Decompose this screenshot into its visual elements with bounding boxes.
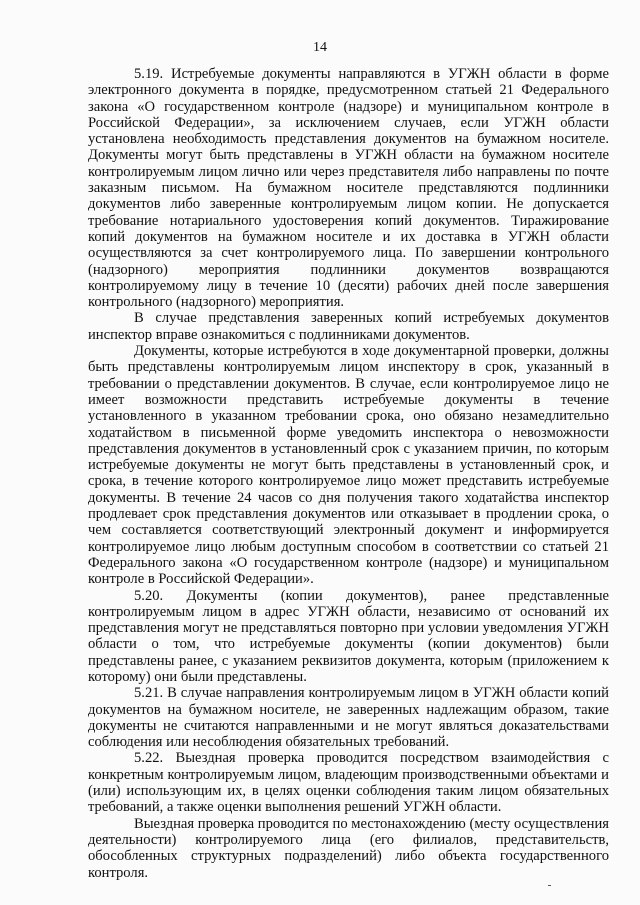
paragraph-5-20: 5.20. Документы (копии документов), ранее представленные контролируемым лицом в адрес УГЖН области, независимо от оснований их представления могут не представляться повторно при условии уведомления УГЖН области о том, что истребуемые документы (копии документов) были представлены ранее, с указанием реквизитов документа, которым (приложением к которому) они были представлены. — [88, 587, 609, 685]
paragraph-5-21: 5.21. В случае направления контролируемым лицом в УГЖН области копий документов на бумажном носителе, не заверенных надлежащим образом, такие документы не считаются направленными и не могут являться доказательствами соблюдения или несоблюдения обязательных требований. — [88, 685, 609, 751]
paragraph-5-19: 5.19. Истребуемые документы направляются в УГЖН области в форме электронного документа в порядке, предусмотренном статьей 21 Федерального закона «О государственном контроле (надзоре) и муниципальном контроле в Российской Федерации», за исключением случаев, если УГЖН области установлена необходимость представления документов на бумажном носителе. Документы могут быть представлены в УГЖН области на бумажном носителе контролируемым лицом лично или через представителя либо направлены по почте заказным письмом. На бумажном носителе представляются подлинники документов либо заверенные контролируемым лицом копии. Не допускается требование нотариального удостоверения копий документов. Тиражирование копий документов на бумажном носителе и их доставка в УГЖН области осуществляются за счет контролируемого лица. По завершении контрольного (надзорного) мероприятия подлинники документов возвращаются контролируемому лицу в течение 10 (десяти) рабочих дней после завершения контрольного (надзорного) мероприятия. — [88, 66, 609, 311]
paragraph-document-deadline: Документы, которые истребуются в ходе документарной проверки, должны быть представлены контролируемым лицом инспектору в срок, указанный в требовании о представлении документов. В случае, если контролируемое лицо не имеет возможности представить истребуемые документы в течение установленного в указанном требовании срока, оно обязано незамедлительно ходатайством в письменной форме уведомить инспектора о невозможности представления документов в установленный срок с указанием причин, по которым истребуемые документы не могут быть представлены в установленный срок, и срока, в течение которого контролируемое лицо может представить истребуемые документы. В течение 24 часов со дня получения такого ходатайства инспектор продлевает срок представления документов или отказывает в продлении срока, о чем составляется соответствующий электронный документ и информируется контролируемое лицо любым доступным способом в соответствии со статьей 21 Федерального закона «О государственном контроле (надзоре) и муниципальном контроле в Российской Федерации». — [88, 343, 609, 588]
paragraph-5-22: 5.22. Выездная проверка проводится посредством взаимодействия с конкретным контролируемым лицом, владеющим производственными объектами и (или) использующим их, в целях оценки соблюдения таким лицом обязательных требований, а также оценки выполнения решений УГЖН области. — [88, 750, 609, 816]
page-number: 14 — [313, 40, 327, 55]
document-body — [88, 66, 609, 881]
scan-dot — [548, 885, 551, 886]
paragraph-site-inspection-location: Выездная проверка проводится по местонахождению (месту осуществления деятельности) контролируемого лица (его филиалов, представительств, обособленных структурных подразделений) либо объекта государственного контроля. — [88, 815, 609, 881]
paragraph-certified-copies: В случае представления заверенных копий истребуемых документов инспектор вправе ознакомиться с подлинниками документов. — [88, 310, 609, 343]
